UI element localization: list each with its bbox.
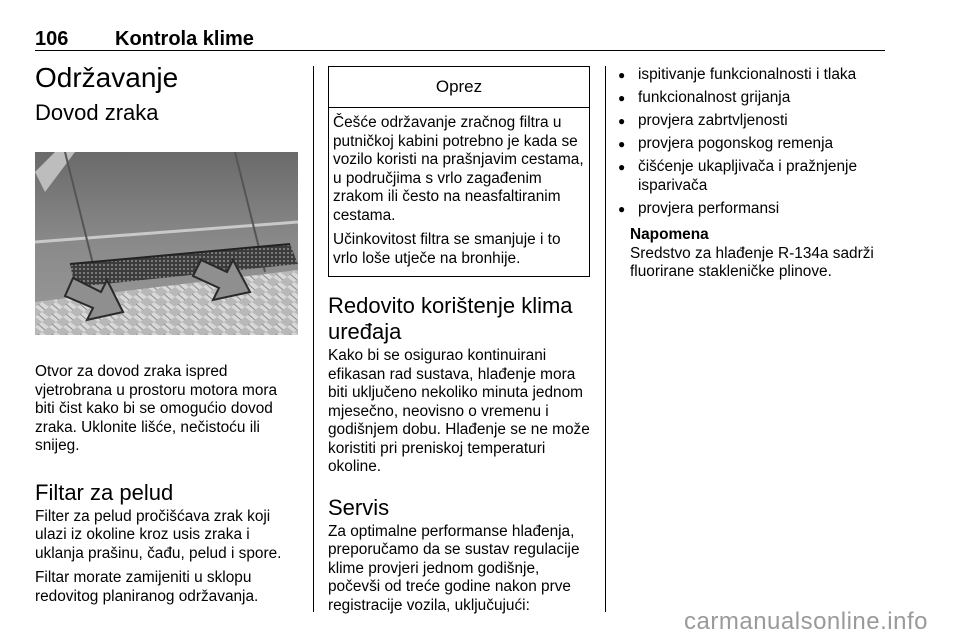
list-item: ● ispitivanje funkcionalnosti i tlaka bbox=[618, 66, 888, 85]
pollen-filter-paragraph-1: Filter za pelud pročišćava zrak koji ulazi iz okoline kroz usis zraka i uklanja prašinu, čađu, pelud i spore. bbox=[35, 507, 282, 562]
list-item: ● funkcionalnost grijanja bbox=[618, 89, 888, 108]
column-1 bbox=[35, 58, 300, 606]
regular-use-paragraph: Kako bi se osigurao kontinuirani efikasan rad sustava, hlađenje mora biti uključeno nekoliko minuta jednom mjesečno, neovisno o vremenu i godišnjem dobu. Hlađenje se ne može koristiti pri preniskoj temperaturi okoline. bbox=[328, 347, 590, 475]
note-text: Sredstvo za hlađenje R-134a sadrži fluorirane stakleničke plinove. bbox=[630, 244, 874, 280]
subsection-title-air-intake: Dovod zraka bbox=[35, 100, 159, 125]
list-item: ● provjera zabrtvljenosti bbox=[618, 112, 888, 131]
column-3 bbox=[618, 66, 888, 282]
note-title: Napomena bbox=[630, 226, 709, 243]
caution-paragraph-2: Učinkovitost filtra se smanjuje i to vrlo loše utječe na bronhije. bbox=[333, 231, 561, 267]
subsection-title-service: Servis bbox=[328, 494, 390, 520]
header-rule bbox=[35, 50, 885, 51]
column-2 bbox=[328, 66, 592, 615]
list-item: ● provjera pogonskog remenja bbox=[618, 135, 888, 154]
page-number: 106 bbox=[35, 28, 69, 50]
caution-title: Oprez bbox=[329, 67, 589, 108]
header-title: Kontrola klime bbox=[115, 28, 254, 50]
subsection-title-pollen-filter: Filtar za pelud bbox=[35, 479, 174, 505]
subsection-title-regular-use: Redovito korištenje klima uređaja bbox=[328, 293, 573, 344]
caution-body bbox=[329, 108, 589, 276]
column-divider-1 bbox=[313, 66, 314, 612]
watermark: carmanualsonline.info bbox=[684, 608, 928, 635]
list-item: ● čišćenje ukapljivača i pražnjenje isparivača bbox=[618, 158, 888, 195]
list-item: ● provjera performansi bbox=[618, 200, 888, 219]
pollen-filter-paragraph-2: Filtar morate zamijeniti u sklopu redovitog planiranog održavanja. bbox=[35, 569, 259, 605]
air-intake-photo bbox=[35, 152, 298, 335]
caution-box bbox=[328, 66, 590, 277]
service-checklist bbox=[618, 66, 888, 218]
column-divider-2 bbox=[605, 66, 606, 612]
section-title: Održavanje bbox=[35, 62, 179, 93]
caution-paragraph-1: Češće održavanje zračnog filtra u putničkoj kabini potrebno je kada se vozilo koristi na prašnjavim cestama, u područjima s vrlo zagađenim zrakom ili često na neasfaltiranim cestama. bbox=[333, 114, 584, 224]
service-paragraph: Za optimalne performanse hlađenja, preporučamo da se sustav regulacije klime provjeri jednom godišnje, počevši od treće godine nakon prve registracije vozila, uključujući: bbox=[328, 522, 580, 614]
note-block bbox=[618, 226, 888, 282]
air-intake-text: Otvor za dovod zraka ispred vjetrobrana u prostoru motora mora biti čist kako bi se omogućio dovod zraka. Uklonite lišće, nečistoću ili snijeg. bbox=[35, 363, 278, 454]
